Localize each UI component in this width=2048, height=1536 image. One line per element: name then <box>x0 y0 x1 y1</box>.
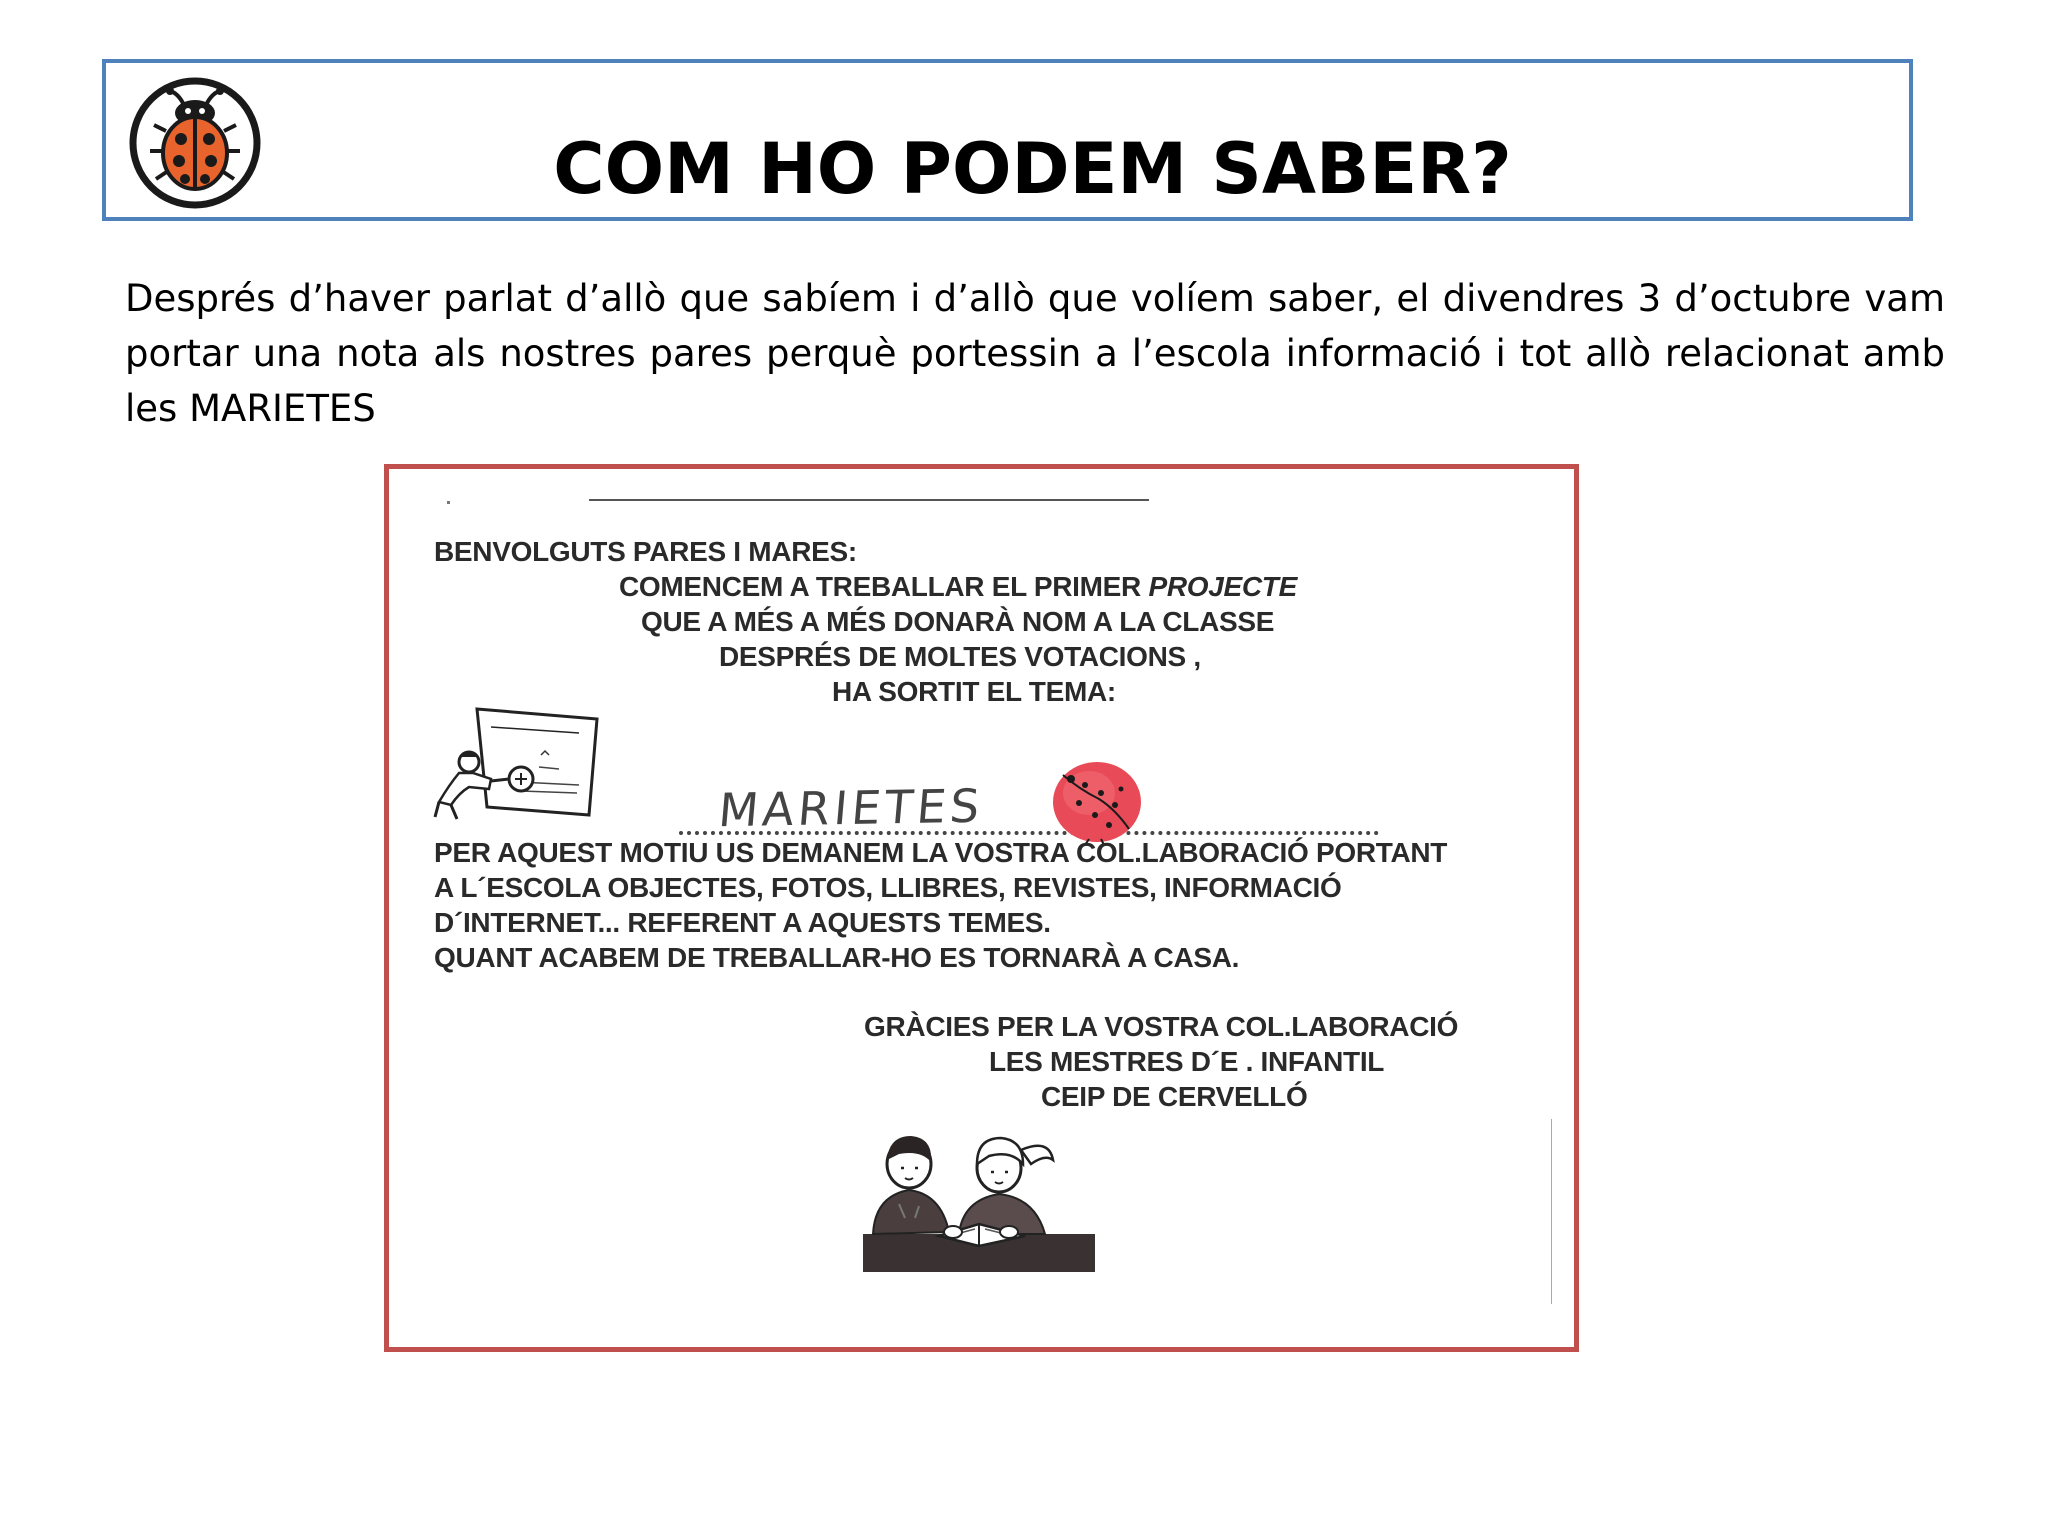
letter-signature-line-3: CEIP DE CERVELLÓ <box>1041 1081 1308 1112</box>
intro-paragraph: Després d’haver parlat d’allò que sabíem i d’allò que volíem saber, el divendres 3 d’octubre vam portar una nota als nostres pares perquè portessin a l’escola informació i tot allò relacionat amb les MARIETES <box>125 277 1945 430</box>
topic-handwritten: MARIETES <box>716 778 986 838</box>
letter-paragraph-line-3: D´INTERNET... REFERENT A AQUESTS TEMES. <box>434 907 1051 938</box>
title-banner <box>102 59 1913 221</box>
scan-speck <box>447 501 450 504</box>
letter-line-1-italic: PROJECTE <box>1148 571 1297 602</box>
topic-dotted-line <box>679 831 1379 835</box>
parent-letter <box>384 464 1579 1352</box>
children-reading-icon <box>859 1124 1099 1274</box>
letter-line-3: DESPRÉS DE MOLTES VOTACIONS , <box>719 641 1201 672</box>
scan-edge-line <box>1551 1119 1552 1304</box>
letter-paragraph-line-2: A L´ESCOLA OBJECTES, FOTOS, LLIBRES, REVISTES, INFORMACIÓ <box>434 872 1342 903</box>
letter-line-1-main: COMENCEM A TREBALLAR EL PRIMER <box>619 571 1149 602</box>
letter-greeting: BENVOLGUTS PARES I MARES: <box>434 536 857 567</box>
letter-paragraph-line-4: QUANT ACABEM DE TREBALLAR-HO ES TORNARÀ A CASA. <box>434 942 1240 973</box>
letter-body <box>389 469 1574 1347</box>
ladybug-icon <box>1049 759 1145 845</box>
letter-signature-line-2: LES MESTRES D´E . INFANTIL <box>989 1046 1385 1077</box>
person-with-magnifier-icon <box>429 707 609 827</box>
letter-line-1 <box>619 570 1297 604</box>
letter-top-rule <box>589 499 1149 501</box>
page-title: COM HO PODEM SABER? <box>553 128 1512 210</box>
letter-signature-line-1: GRÀCIES PER LA VOSTRA COL.LABORACIÓ <box>864 1011 1459 1042</box>
letter-line-2: QUE A MÉS A MÉS DONARÀ NOM A LA CLASSE <box>641 606 1275 637</box>
letter-line-4: HA SORTIT EL TEMA: <box>832 676 1116 707</box>
letter-paragraph-line-1: PER AQUEST MOTIU US DEMANEM LA VOSTRA COL.LABORACIÓ PORTANT <box>434 837 1448 868</box>
